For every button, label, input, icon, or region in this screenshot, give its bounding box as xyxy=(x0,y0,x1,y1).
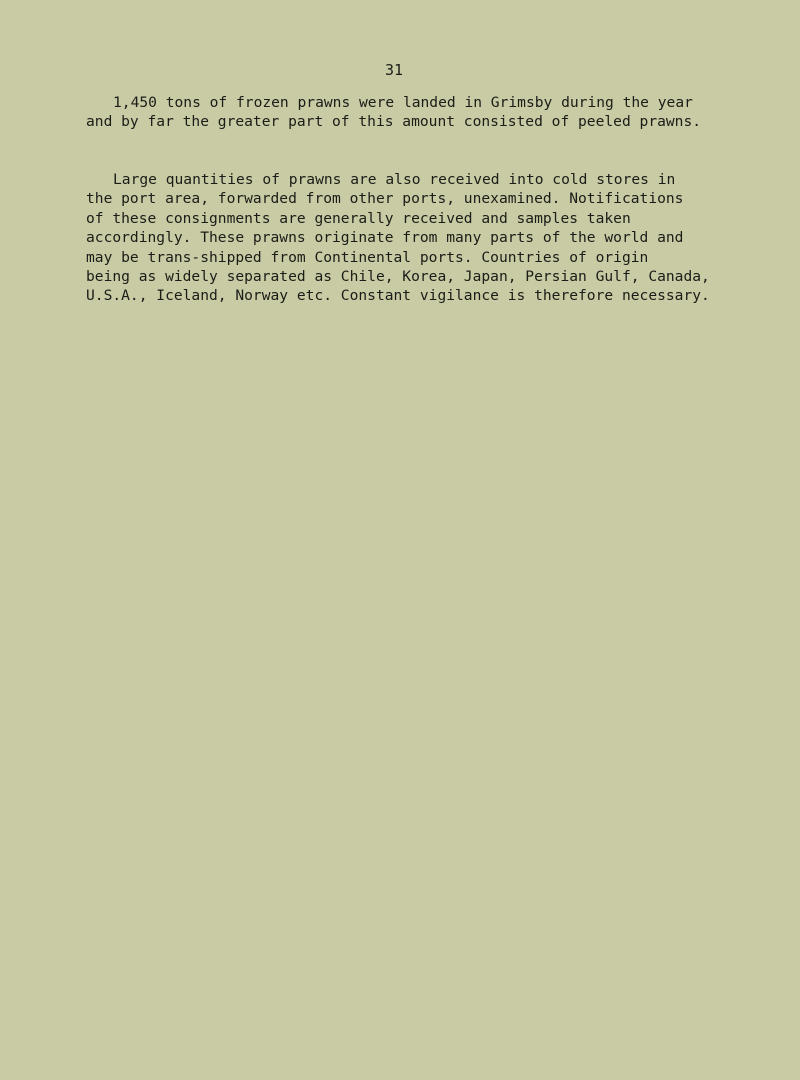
text-line: U.S.A., Iceland, Norway etc. Constant vigilance is therefore necessary. xyxy=(86,287,710,305)
text-line: Large quantities of prawns are also received into cold stores in xyxy=(113,171,676,188)
paragraph-landings xyxy=(86,93,786,132)
text-line: accordingly. These prawns originate from many parts of the world and xyxy=(86,229,684,247)
text-line: of these consignments are generally received and samples taken xyxy=(86,209,631,227)
paragraph-cold-stores xyxy=(86,170,786,306)
page-number: 31 xyxy=(385,61,404,79)
text-line: 1,450 tons of frozen prawns were landed in Grimsby during the year xyxy=(113,94,693,111)
text-line: being as widely separated as Chile, Korea, Japan, Persian Gulf, Canada, xyxy=(86,268,710,286)
text-line: the port area, forwarded from other ports, unexamined. Notifications xyxy=(86,190,684,208)
text-line: and by far the greater part of this amount consisted of peeled prawns. xyxy=(86,113,702,131)
text-line: may be trans-shipped from Continental ports. Countries of origin xyxy=(86,248,649,266)
